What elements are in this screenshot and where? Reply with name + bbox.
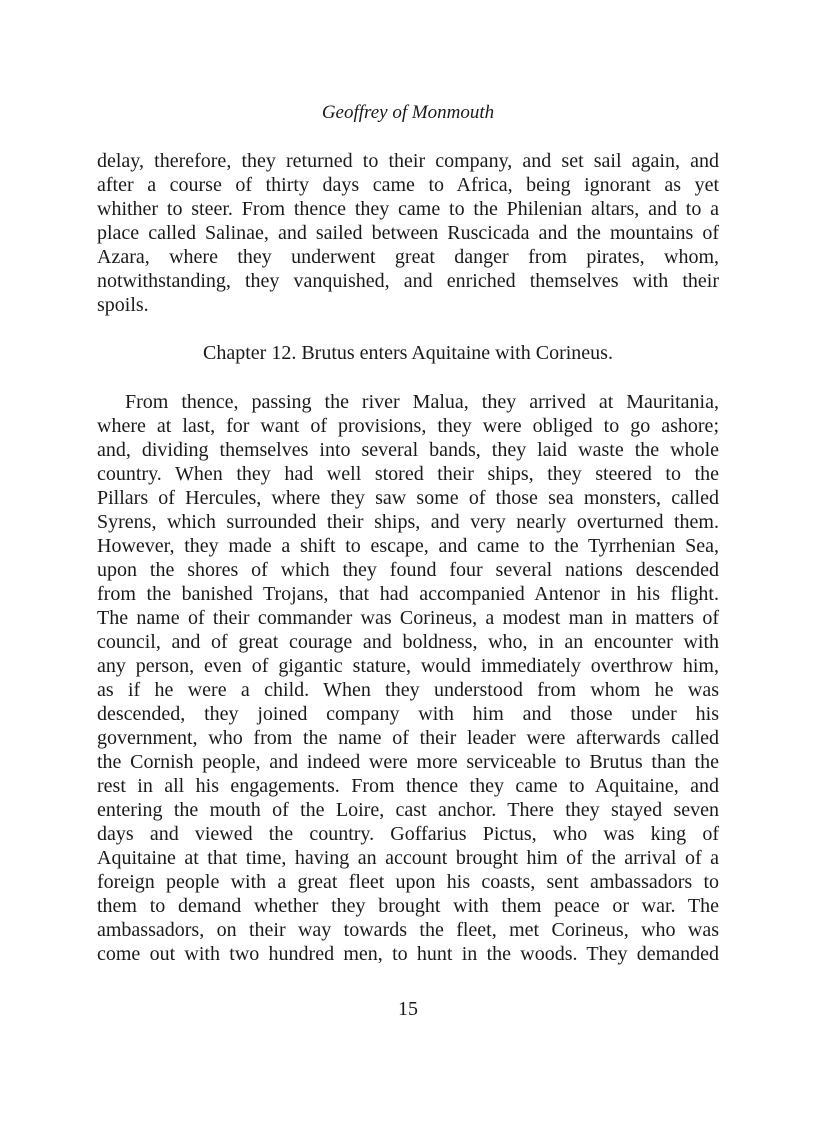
text-line: The name of their commander was Corineus, a modest man in matters of [97, 607, 719, 629]
paragraph-2 [97, 390, 719, 966]
text-line: descended, they joined company with him and those under his [97, 703, 719, 725]
text-line: Syrens, which surrounded their ships, and very nearly overturned them. [97, 511, 719, 533]
text-line: notwithstanding, they vanquished, and enriched themselves with their [97, 270, 719, 292]
page-number: 15 [398, 998, 418, 1020]
text-line: delay, therefore, they returned to their company, and set sail again, and [97, 150, 719, 172]
text-line: council, and of great courage and boldness, who, in an encounter with [97, 631, 719, 653]
text-line: whither to steer. From thence they came to the Philenian altars, and to a [97, 198, 719, 220]
text-line: as if he were a child. When they understood from whom he was [97, 679, 719, 701]
running-header: Geoffrey of Monmouth [321, 102, 495, 123]
text-line: Azara, where they underwent great danger from pirates, whom, [97, 246, 719, 268]
text-line: ambassadors, on their way towards the fleet, met Corineus, who was [97, 919, 719, 941]
text-line: days and viewed the country. Goffarius Pictus, who was king of [97, 823, 719, 845]
text-line: country. When they had well stored their ships, they steered to the [97, 463, 719, 485]
chapter-heading: Chapter 12. Brutus enters Aquitaine with Corineus. [203, 342, 613, 364]
text-line: However, they made a shift to escape, and came to the Tyrrhenian Sea, [97, 535, 719, 557]
text-line: after a course of thirty days came to Africa, being ignorant as yet [97, 174, 719, 196]
text-line: entering the mouth of the Loire, cast anchor. There they stayed seven [97, 799, 719, 821]
text-line: place called Salinae, and sailed between Ruscicada and the mountains of [97, 222, 719, 244]
text-line: Pillars of Hercules, where they saw some of those sea monsters, called [97, 487, 719, 509]
text-line: rest in all his engagements. From thence they came to Aquitaine, and [97, 775, 719, 797]
text-line: spoils. [97, 294, 149, 316]
text-line: them to demand whether they brought with them peace or war. The [97, 895, 719, 917]
text-line: any person, even of gigantic stature, would immediately overthrow him, [97, 655, 719, 677]
text-line: from the banished Trojans, that had accompanied Antenor in his flight. [97, 583, 719, 605]
text-line: the Cornish people, and indeed were more serviceable to Brutus than the [97, 751, 719, 773]
text-line: where at last, for want of provisions, they were obliged to go ashore; [97, 415, 719, 437]
text-line: Aquitaine at that time, having an account brought him of the arrival of a [97, 847, 719, 869]
text-line: From thence, passing the river Malua, they arrived at Mauritania, [125, 391, 719, 413]
paragraph-1 [97, 149, 719, 317]
text-line: and, dividing themselves into several bands, they laid waste the whole [97, 439, 719, 461]
text-line: government, who from the name of their leader were afterwards called [97, 727, 719, 749]
text-line: upon the shores of which they found four several nations descended [97, 559, 719, 581]
text-line: come out with two hundred men, to hunt in the woods. They demanded [97, 943, 719, 965]
text-line: foreign people with a great fleet upon his coasts, sent ambassadors to [97, 871, 719, 893]
